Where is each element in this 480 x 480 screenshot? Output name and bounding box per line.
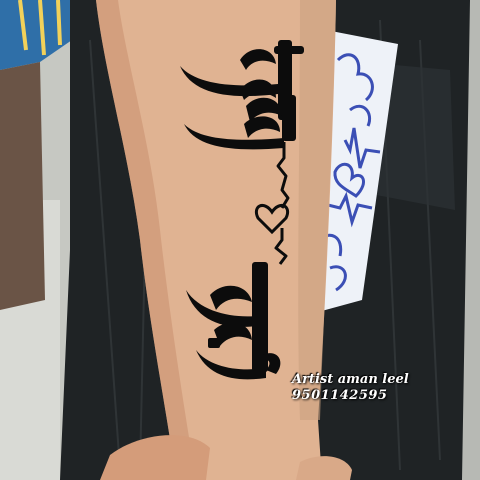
watermark-artist: Artist aman leel bbox=[292, 372, 409, 387]
artist-watermark bbox=[292, 372, 472, 404]
watermark-phone: 9501142595 bbox=[292, 388, 388, 403]
person-leg bbox=[0, 62, 45, 310]
